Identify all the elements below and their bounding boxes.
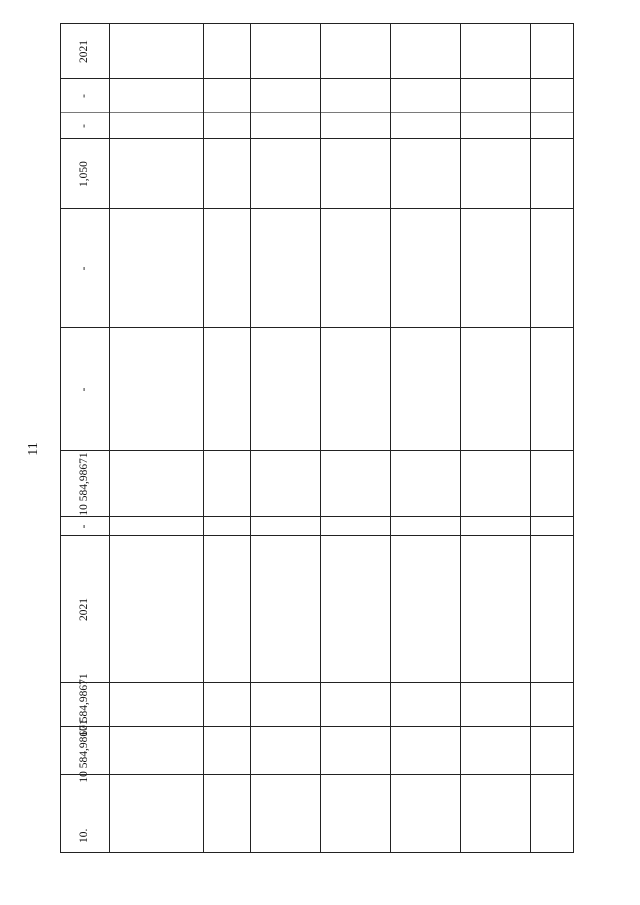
table-row-line [60, 208, 574, 209]
table-row-line [60, 450, 574, 451]
row-year: 2021 [78, 598, 90, 621]
table-col-line [390, 23, 391, 853]
table-row-line [60, 327, 574, 328]
table-border-bottom [573, 23, 574, 853]
table-col-line [109, 23, 110, 853]
col-10: - [78, 94, 90, 98]
table-row-line [60, 138, 574, 139]
cost-col-7: - [78, 266, 90, 271]
table-row-line [60, 852, 574, 853]
rotated-table-page [60, 23, 574, 853]
budget-table [60, 23, 574, 853]
page-number: 11 [26, 442, 41, 456]
table-col-line [250, 23, 251, 853]
table-row-line [60, 682, 574, 683]
table-row-line [60, 516, 574, 517]
table-col-line [530, 23, 531, 853]
cost-total: 10 584,98671 [78, 719, 90, 783]
row-number: 10. [78, 828, 90, 843]
col-9: - [78, 124, 90, 128]
cost-col-5: 10 584,98671 [78, 452, 90, 516]
cost-col-6: - [78, 387, 90, 392]
table-col-line [460, 23, 461, 853]
table-row-line [60, 78, 574, 79]
table-row-line [60, 774, 574, 775]
table-row-line [60, 23, 574, 24]
table-col-line [320, 23, 321, 853]
completion-year: 2021 [78, 40, 90, 63]
table-row-line [60, 726, 574, 727]
table-row-line [60, 535, 574, 536]
cost-col-4: - [78, 524, 90, 529]
table-row-line [60, 112, 574, 113]
length-km: 1,050 [78, 161, 90, 187]
table-col-line [203, 23, 204, 853]
cost-col-3: 10 584,98671 [78, 673, 90, 737]
